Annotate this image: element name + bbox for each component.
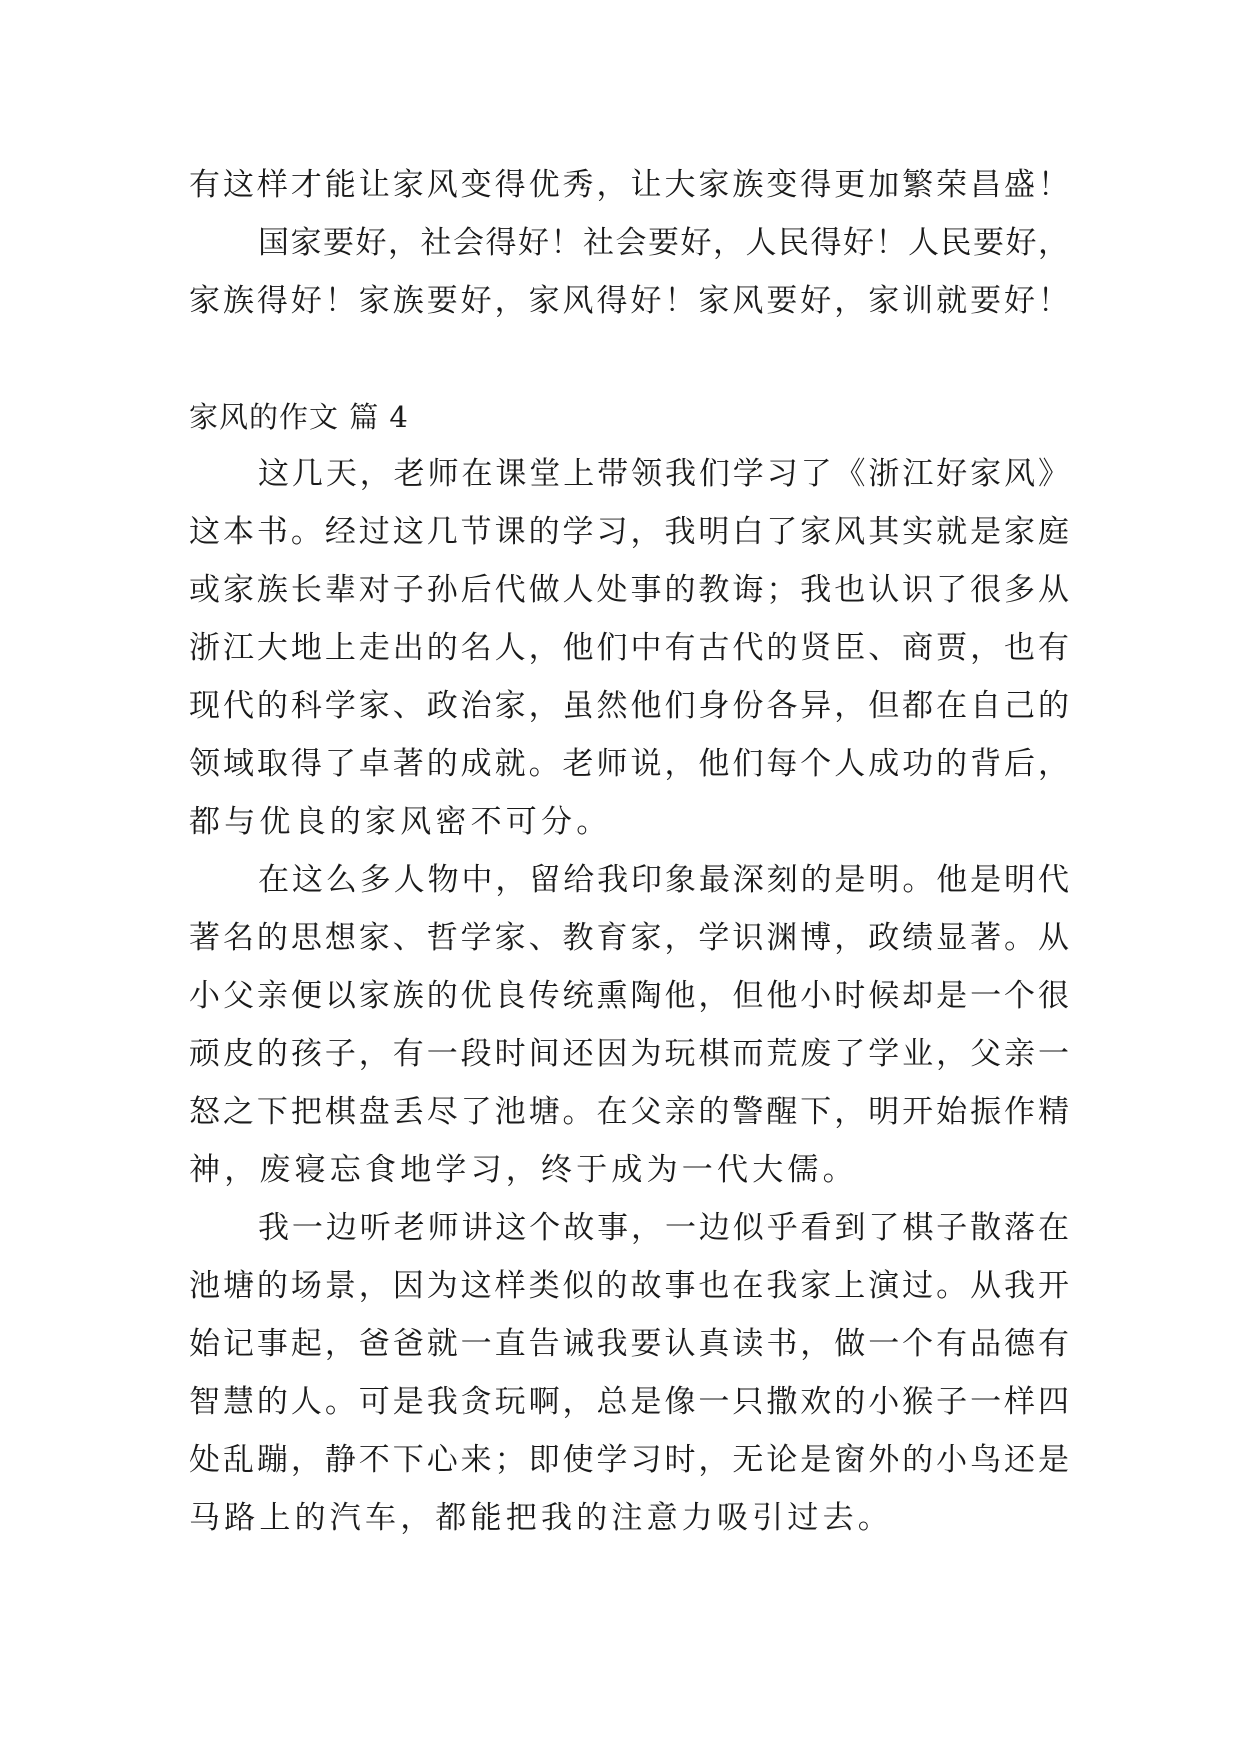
section-heading: 家风的作文 篇 4 — [189, 400, 409, 434]
text-line: 都与优良的家风密不可分。 — [189, 804, 612, 840]
text-line: 有这样才能让家风变得优秀，让大家族变得更加繁荣昌盛！ — [189, 167, 1069, 203]
text-line: 顽皮的孩子，有一段时间还因为玩棋而荒废了学业，父亲一 — [189, 1036, 1069, 1072]
text-line: 小父亲便以家族的优良传统熏陶他，但他小时候却是一个很 — [189, 978, 1069, 1014]
text-line: 国家要好，社会得好！社会要好，人民得好！人民要好， — [258, 225, 1069, 261]
text-line: 神，废寝忘食地学习，终于成为一代大儒。 — [189, 1152, 858, 1188]
text-line: 或家族长辈对子孙后代做人处事的教诲；我也认识了很多从 — [189, 572, 1069, 608]
text-line: 我一边听老师讲这个故事，一边似乎看到了棋子散落在 — [258, 1210, 1069, 1246]
text-line: 始记事起，爸爸就一直告诫我要认真读书，做一个有品德有 — [189, 1326, 1069, 1362]
text-line: 处乱蹦，静不下心来；即使学习时，无论是窗外的小鸟还是 — [189, 1442, 1069, 1478]
text-line: 著名的思想家、哲学家、教育家，学识渊博，政绩显著。从 — [189, 920, 1069, 956]
text-line: 现代的科学家、政治家，虽然他们身份各异，但都在自己的 — [189, 688, 1069, 724]
text-line: 智慧的人。可是我贪玩啊，总是像一只撒欢的小猴子一样四 — [189, 1384, 1069, 1420]
text-line: 在这么多人物中，留给我印象最深刻的是明。他是明代 — [258, 862, 1069, 898]
text-line: 马路上的汽车，都能把我的注意力吸引过去。 — [189, 1500, 893, 1536]
text-line: 家族得好！家族要好，家风得好！家风要好，家训就要好！ — [189, 283, 1069, 319]
text-line: 这几天，老师在课堂上带领我们学习了《浙江好家风》 — [258, 456, 1069, 492]
text-line: 池塘的场景，因为这样类似的故事也在我家上演过。从我开 — [189, 1268, 1069, 1304]
text-line: 这本书。经过这几节课的学习，我明白了家风其实就是家庭 — [189, 514, 1069, 550]
text-line: 怒之下把棋盘丢尽了池塘。在父亲的警醒下，明开始振作精 — [189, 1094, 1069, 1130]
text-line: 浙江大地上走出的名人，他们中有古代的贤臣、商贾，也有 — [189, 630, 1069, 666]
text-line: 领域取得了卓著的成就。老师说，他们每个人成功的背后， — [189, 746, 1069, 782]
